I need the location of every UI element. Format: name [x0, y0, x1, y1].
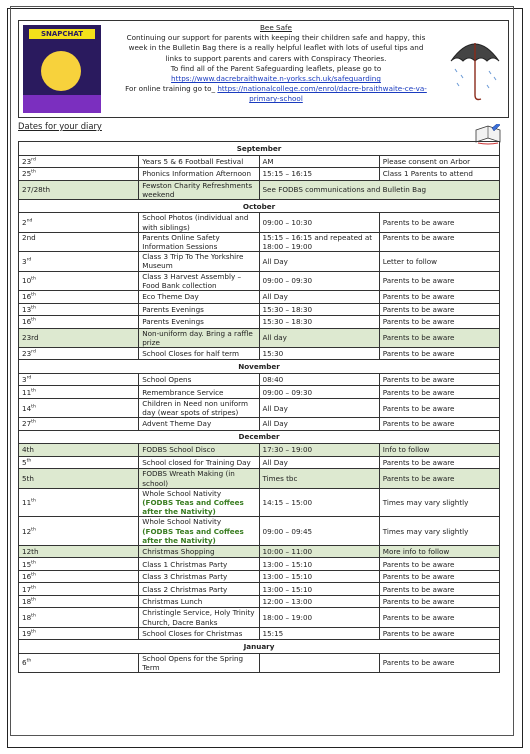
event-date [19, 418, 139, 431]
online-training-line: For online training go to_ https://nationalcollege.com/enrol/dacre-braithwaite-ce-va- [125, 84, 427, 94]
event-row [19, 232, 500, 251]
event-row [19, 347, 500, 360]
event-note: Times may vary slightly [379, 517, 499, 546]
event-date-day: 13 [22, 304, 32, 314]
bee-safe-line-4: To find all of the Parent Safeguarding leaflets, please go to [170, 63, 382, 73]
event-date-suffix: th [31, 317, 36, 323]
event-date-suffix: th [31, 404, 36, 410]
event-row [19, 180, 500, 199]
event-name-text: Remembrance Service [142, 387, 224, 397]
event-time [259, 653, 379, 672]
event-name-text: Phonics Information Afternoon [142, 169, 251, 179]
training-link[interactable]: https://nationalcollege.com/enrol/dacre-braithwaite-ce-va- [217, 84, 427, 94]
event-date [19, 271, 139, 290]
bee-safe-line-1: Continuing our support for parents with keeping their children safe and happy, this [126, 33, 426, 43]
event-date [19, 444, 139, 457]
event-date-suffix: th [31, 527, 36, 533]
event-date-suffix: th [31, 585, 36, 591]
event-time: All Day [259, 418, 379, 431]
event-date-suffix: th [31, 572, 36, 578]
event-date-day: 18 [22, 613, 32, 623]
event-note: Please consent on Arbor [379, 155, 499, 168]
month-row [19, 430, 500, 444]
event-row [19, 373, 500, 386]
event-date-day: 23rd [22, 333, 39, 343]
event-date [19, 545, 139, 558]
event-date-suffix: th [26, 659, 32, 665]
event-time: AM [259, 155, 379, 168]
event-time: 14:15 – 15:00 [259, 488, 379, 517]
event-name-text: Eco Theme Day [142, 292, 199, 302]
event-fodbs-note: (FODBS Teas and Coffees after the Nativity) [142, 497, 244, 517]
event-name [139, 558, 259, 571]
event-name-text: Fewston Charity Refreshments weekend [142, 180, 253, 199]
event-note: Parents to be aware [379, 558, 499, 571]
event-name [139, 252, 259, 271]
event-time: 15:30 [259, 347, 379, 360]
event-date [19, 213, 139, 232]
event-row [19, 252, 500, 271]
event-date [19, 488, 139, 517]
event-time: 13:00 – 15:10 [259, 583, 379, 596]
event-date [19, 232, 139, 251]
event-date [19, 155, 139, 168]
event-date-suffix: rd [26, 375, 32, 381]
event-date [19, 303, 139, 316]
event-date-day: 12 [22, 526, 32, 536]
event-name [139, 303, 259, 316]
event-row [19, 328, 500, 347]
event-date-day: 5 [22, 457, 27, 467]
event-name [139, 398, 259, 417]
event-date [19, 180, 139, 199]
event-date [19, 252, 139, 271]
event-time: 18:00 – 19:00 [259, 608, 379, 627]
event-note: Parents to be aware [379, 595, 499, 608]
event-date-day: 3 [22, 375, 27, 385]
event-name-text: Class 2 Christmas Party [142, 584, 228, 594]
event-row [19, 488, 500, 517]
event-date-day: 23 [22, 156, 32, 166]
event-row [19, 517, 500, 546]
event-name [139, 316, 259, 329]
month-heading: January [19, 640, 500, 654]
event-date-day: 17 [22, 584, 32, 594]
event-name-text: Whole School Nativity [142, 488, 222, 498]
event-name-text: Children in Need non uniform day (wear spots of stripes) [142, 398, 249, 418]
event-date-suffix: th [31, 292, 36, 298]
event-note: Parents to be aware [379, 316, 499, 329]
poster-band [23, 95, 101, 113]
bee-safe-panel [18, 20, 509, 118]
event-date-day: 16 [22, 292, 32, 302]
month-heading: December [19, 430, 500, 444]
poster-title: SNAPCHAT [29, 29, 95, 39]
month-row [19, 142, 500, 156]
event-row [19, 653, 500, 672]
event-row [19, 168, 500, 181]
event-time: All Day [259, 252, 379, 271]
event-time: 15:30 – 18:30 [259, 316, 379, 329]
event-note: More info to follow [379, 545, 499, 558]
event-time: 10:00 – 11:00 [259, 545, 379, 558]
event-note: Parents to be aware [379, 373, 499, 386]
event-note: Class 1 Parents to attend [379, 168, 499, 181]
event-note: Parents to be aware [379, 456, 499, 469]
event-row [19, 316, 500, 329]
event-date-day: 14 [22, 403, 32, 413]
event-name-text: School Opens [142, 375, 192, 385]
event-name-text: School Closes for half term [142, 349, 240, 359]
event-name [139, 653, 259, 672]
event-date-day: 11 [22, 497, 32, 507]
event-date [19, 517, 139, 546]
event-date [19, 595, 139, 608]
event-row [19, 570, 500, 583]
event-date-day: 6 [22, 658, 27, 668]
event-note: Parents to be aware [379, 213, 499, 232]
event-name-text: FODBS Wreath Making (in school) [142, 469, 235, 488]
umbrella-icon [447, 33, 503, 105]
event-date [19, 608, 139, 627]
event-name [139, 627, 259, 640]
bee-safe-text [111, 23, 441, 105]
event-date-day: 5th [22, 473, 34, 483]
month-row [19, 640, 500, 654]
event-row [19, 545, 500, 558]
event-info: See FODBS communications and Bulletin Bag [259, 180, 500, 199]
event-row [19, 456, 500, 469]
safeguarding-link[interactable]: https://www.dacrebraithwaite.n-yorks.sch.uk/safeguarding [171, 74, 381, 84]
event-date-day: 12th [22, 547, 39, 557]
event-note: Parents to be aware [379, 303, 499, 316]
event-row [19, 627, 500, 640]
event-time: 15:15 [259, 627, 379, 640]
month-row [19, 199, 500, 213]
event-name-text: Non-uniform day. Bring a raffle prize [142, 328, 253, 347]
event-name-text: FODBS School Disco [142, 445, 215, 455]
event-row [19, 213, 500, 232]
event-time: All Day [259, 398, 379, 417]
event-fodbs-note: (FODBS Teas and Coffees after the Nativity) [142, 526, 244, 545]
event-name-text: Whole School Nativity [142, 517, 222, 527]
event-date [19, 168, 139, 181]
event-date-day: 4th [22, 445, 34, 455]
event-name [139, 347, 259, 360]
event-name [139, 271, 259, 290]
event-note: Parents to be aware [379, 653, 499, 672]
event-name-text: Class 3 Harvest Assembly – Food Bank collection [142, 271, 242, 290]
event-date-day: 3 [22, 256, 27, 266]
event-date-suffix: th [31, 169, 36, 175]
poster-character [41, 51, 81, 91]
event-date-day: 27/28th [22, 185, 51, 195]
event-date [19, 570, 139, 583]
event-name [139, 545, 259, 558]
event-date-day: 15 [22, 559, 32, 569]
event-name [139, 213, 259, 232]
event-note: Parents to be aware [379, 328, 499, 347]
event-name [139, 373, 259, 386]
event-row [19, 444, 500, 457]
event-note: Parents to be aware [379, 418, 499, 431]
event-date [19, 316, 139, 329]
event-name [139, 291, 259, 304]
event-name [139, 488, 259, 517]
event-time: 09:00 – 09:45 [259, 517, 379, 546]
event-date-day: 16 [22, 317, 32, 327]
event-note: Parents to be aware [379, 232, 499, 251]
event-time: All Day [259, 456, 379, 469]
event-time: 09:00 – 09:30 [259, 386, 379, 399]
event-time: Times tbc [259, 469, 379, 488]
event-row [19, 271, 500, 290]
event-date-suffix: th [26, 458, 32, 464]
event-date [19, 558, 139, 571]
bee-safe-line-3: links to support parents and carers with Conspiracy Theories. [165, 53, 387, 63]
event-note: Parents to be aware [379, 347, 499, 360]
event-time: 12:00 – 13:00 [259, 595, 379, 608]
event-name-text: Class 1 Christmas Party [142, 559, 228, 569]
event-name-text: Years 5 & 6 Football Festival [142, 156, 244, 166]
event-date-suffix: nd [26, 218, 33, 224]
event-note: Parents to be aware [379, 469, 499, 488]
event-date [19, 627, 139, 640]
bee-safe-title: Bee Safe [260, 23, 292, 32]
event-date-day: 2 [22, 218, 27, 227]
event-date [19, 373, 139, 386]
event-date-suffix: th [31, 629, 36, 635]
event-note: Times may vary slightly [379, 488, 499, 517]
event-name-text: School Opens for the Spring Term [142, 653, 244, 673]
event-date-day: 19 [22, 629, 32, 639]
snapchat-poster [23, 25, 101, 113]
event-time: 15:30 – 18:30 [259, 303, 379, 316]
event-note: Parents to be aware [379, 271, 499, 290]
month-heading: October [19, 199, 500, 213]
event-name-text: Christmas Shopping [142, 547, 215, 557]
event-name [139, 328, 259, 347]
event-name [139, 608, 259, 627]
event-date [19, 291, 139, 304]
event-time: 09:00 – 10:30 [259, 213, 379, 232]
event-name-text: Parents Online Safety Information Sessions [142, 232, 220, 252]
event-date-suffix: rd [31, 349, 36, 355]
event-date [19, 328, 139, 347]
event-name-text: Class 3 Trip To The Yorkshire Museum [142, 252, 244, 271]
event-row [19, 155, 500, 168]
event-time: 13:00 – 15:10 [259, 558, 379, 571]
event-note: Parents to be aware [379, 570, 499, 583]
event-date-day: 2nd [22, 232, 36, 242]
event-date [19, 386, 139, 399]
online-training-prefix: For online training go to [125, 84, 212, 94]
event-date [19, 583, 139, 596]
event-row [19, 386, 500, 399]
event-name [139, 570, 259, 583]
event-date [19, 653, 139, 672]
event-name [139, 386, 259, 399]
event-date-day: 16 [22, 572, 32, 582]
event-time: 13:00 – 15:10 [259, 570, 379, 583]
event-name [139, 469, 259, 488]
event-note: Parents to be aware [379, 608, 499, 627]
event-note: Parents to be aware [379, 386, 499, 399]
event-note: Parents to be aware [379, 398, 499, 417]
event-name [139, 180, 259, 199]
event-name [139, 595, 259, 608]
month-row [19, 360, 500, 374]
event-date [19, 398, 139, 417]
event-date-day: 27 [22, 419, 32, 429]
event-row [19, 583, 500, 596]
event-time: 15:15 – 16:15 and repeated at 18:00 – 19:00 [259, 232, 379, 251]
event-time: 15:15 – 16:15 [259, 168, 379, 181]
event-date [19, 347, 139, 360]
event-name-text: School Photos (individual and with siblings) [142, 213, 249, 232]
event-date [19, 469, 139, 488]
event-name-text: Parents Evenings [142, 304, 204, 314]
event-name [139, 517, 259, 546]
event-name-text: School closed for Training Day [142, 457, 251, 467]
diary-heading: Dates for your diary [18, 121, 102, 131]
event-row [19, 398, 500, 417]
event-name-text: Christmas Lunch [142, 597, 203, 607]
event-date-suffix: th [31, 613, 36, 619]
event-date-day: 11 [22, 387, 32, 397]
event-date-day: 23 [22, 349, 32, 359]
event-note: Parents to be aware [379, 583, 499, 596]
event-name [139, 155, 259, 168]
event-name-text: Parents Evenings [142, 317, 204, 327]
event-name [139, 232, 259, 251]
event-date-suffix: rd [31, 157, 36, 163]
event-row [19, 469, 500, 488]
event-row [19, 418, 500, 431]
event-name [139, 418, 259, 431]
bee-safe-line-2: week in the Bulletin Bag there is a really helpful leaflet with lots of useful tips and [128, 43, 424, 53]
event-name [139, 583, 259, 596]
event-name [139, 456, 259, 469]
event-time: 09:00 – 09:30 [259, 271, 379, 290]
event-row [19, 558, 500, 571]
event-date-suffix: th [31, 420, 36, 426]
event-date-suffix: th [31, 498, 36, 504]
event-date-day: 25 [22, 169, 32, 179]
event-time: All day [259, 328, 379, 347]
event-note: Letter to follow [379, 252, 499, 271]
event-row [19, 608, 500, 627]
event-note: Info to follow [379, 444, 499, 457]
diary-table [18, 141, 500, 673]
event-name-text: Christingle Service, Holy Trinity Church, Dacre Banks [142, 608, 255, 627]
event-time: 17:30 – 19:00 [259, 444, 379, 457]
event-date-suffix: rd [26, 257, 32, 263]
event-name [139, 168, 259, 181]
event-date-suffix: th [31, 305, 36, 311]
event-name [139, 444, 259, 457]
event-name-text: Class 3 Christmas Party [142, 572, 228, 582]
event-date-suffix: th [31, 276, 36, 282]
event-row [19, 303, 500, 316]
event-date-suffix: th [31, 388, 36, 394]
training-link-cont[interactable]: primary-school [249, 94, 303, 104]
event-note: Parents to be aware [379, 627, 499, 640]
event-time: All Day [259, 291, 379, 304]
event-name-text: Advent Theme Day [142, 419, 212, 429]
event-date-day: 10 [22, 276, 32, 286]
event-date [19, 456, 139, 469]
month-heading: November [19, 360, 500, 374]
event-date-suffix: th [31, 597, 36, 603]
event-row [19, 595, 500, 608]
event-name-text: School Closes for Christmas [142, 629, 243, 639]
event-note: Parents to be aware [379, 291, 499, 304]
event-date-suffix: th [31, 560, 36, 566]
event-date-day: 18 [22, 597, 32, 607]
event-time: 08:40 [259, 373, 379, 386]
month-heading: September [19, 142, 500, 156]
event-row [19, 291, 500, 304]
